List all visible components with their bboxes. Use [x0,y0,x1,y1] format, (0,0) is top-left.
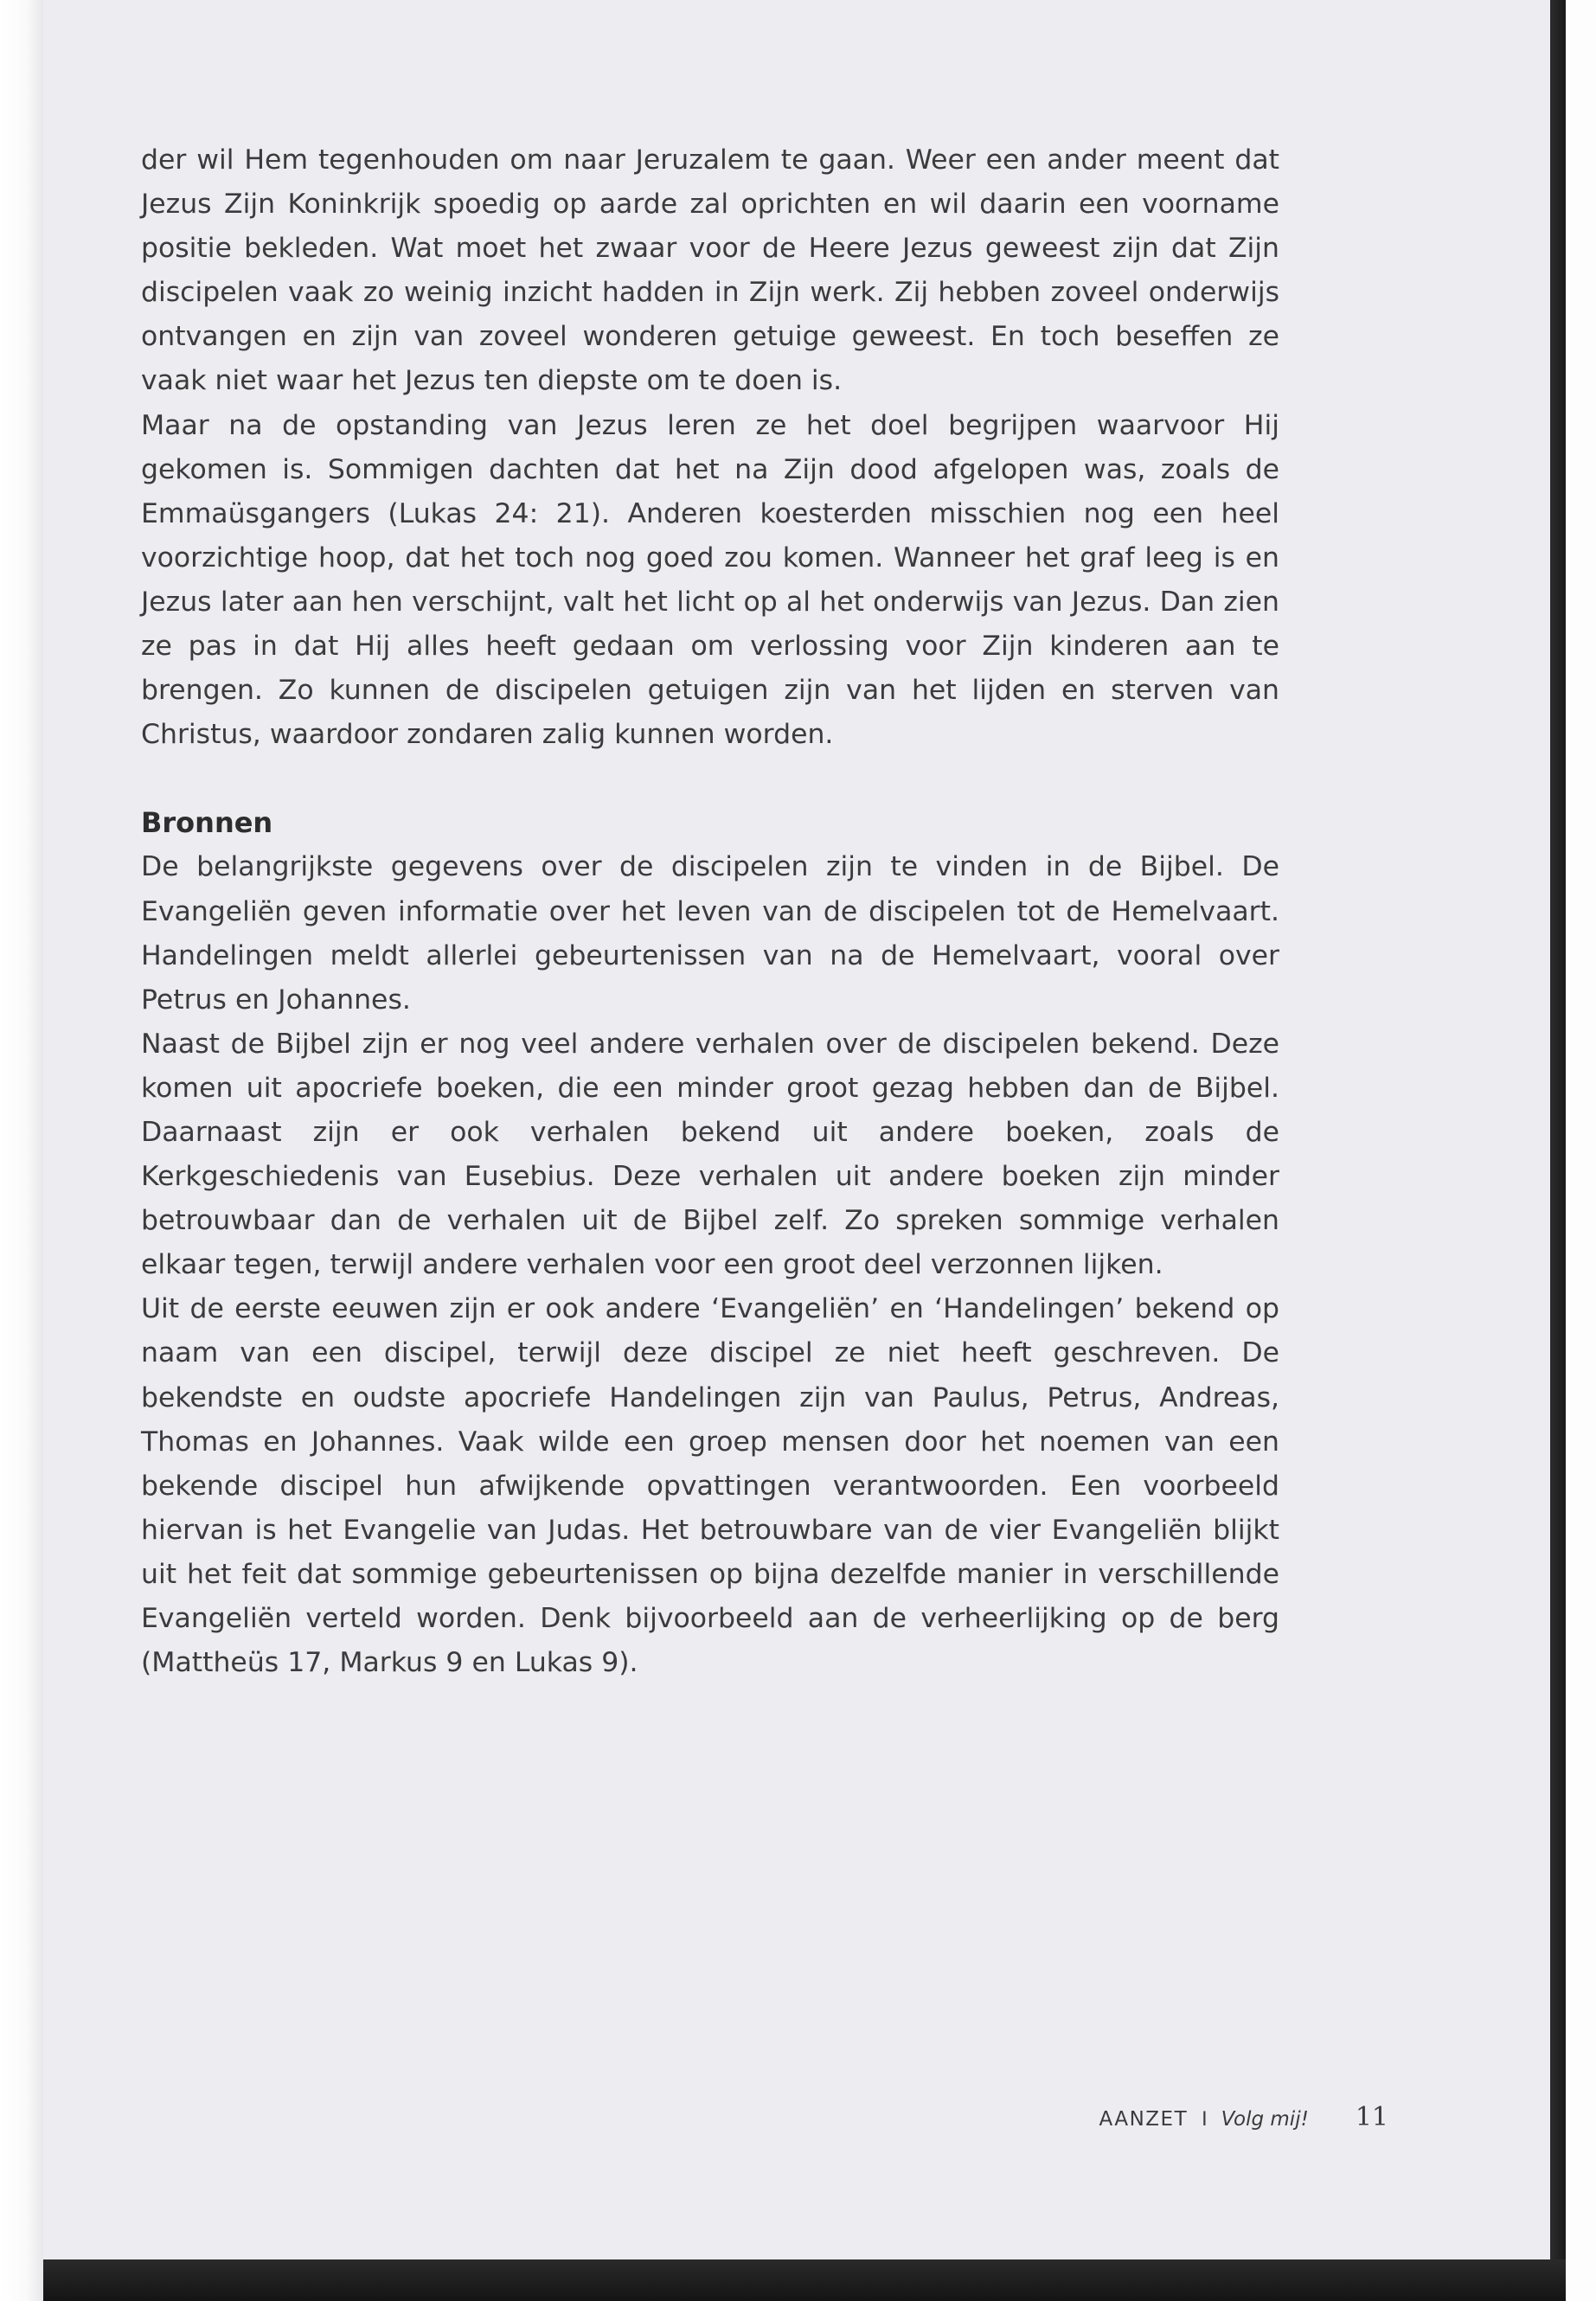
scan-background [1566,0,1596,2301]
page-footer [1099,2102,1388,2140]
page-number: 11 [1355,2102,1388,2132]
paragraph: Maar na de opstanding van Jezus leren ze het doel begrijpen waarvoor Hij gekomen is. Sommigen dachten dat het na Zijn dood afgelopen was, zoals de Emmaüsgangers (Lukas 24: 21). Anderen koesterden misschien nog een heel voorzichtige hoop, dat het toch nog goed zou komen. Wanneer het graf leeg is en Jezus later aan hen verschijnt, valt het licht op al het onderwijs van Jezus. Dan zien ze pas in dat Hij alles heeft gedaan om verlossing voor Zijn kinderen aan te brengen. Zo kunnen de discipelen getuigen zijn van het lijden en sterven van Christus, waardoor zondaren zalig kunnen worden. [141,409,1279,751]
page-body [141,138,1279,1685]
section-heading: Bronnen [141,806,273,840]
paragraph: Naast de Bijbel zijn er nog veel andere verhalen over de discipelen bekend. Deze komen uit apocriefe boeken, die een minder groot gezag hebben dan de Bijbel. Daarnaast zijn er ook verhalen bekend uit andere boeken, zoals de Kerkgeschiedenis van Eusebius. Deze verhalen uit andere boeken zijn minder betrouwbaar dan de verhalen uit de Bijbel zelf. Zo spreken sommige verhalen elkaar tegen, terwijl andere verhalen voor een groot deel verzonnen lijken. [141,1028,1279,1281]
paragraph: De belangrijkste gegevens over de discipelen zijn te vinden in de Bijbel. De Evangeliën geven informatie over het leven van de discipelen tot de Hemelvaart. Handelingen meldt allerlei gebeurtenissen van na de Hemelvaart, vooral over Petrus en Johannes. [141,851,1279,1016]
page-bottom-shadow [43,2259,1566,2301]
paragraph: Uit de eerste eeuwen zijn er ook andere ‘Evangeliën’ en ‘Handelingen’ bekend op naam van een discipel, terwijl deze discipel ze niet heeft geschreven. De bekendste en oudste apocriefe Handelingen zijn van Paulus, Petrus, Andreas, Thomas en Johannes. Vaak wilde een groep mensen door het noemen van een bekende discipel hun afwijkende opvattingen verantwoorden. Een voorbeeld hiervan is het Evangelie van Judas. Het betrouwbare van de vier Evangeliën blijkt uit het feit dat sommige gebeurtenissen op bijna dezelfde manier in verschillende Evangeliën verteld worden. Denk bijvoorbeeld aan de verheerlijking op de berg (Mattheüs 17, Markus 9 en Lukas 9). [141,1293,1279,1679]
footer-series-name: AANZET [1099,2108,1189,2131]
footer-book-title: Volg mij! [1221,2108,1309,2131]
page-right-shadow [1550,0,1566,2301]
footer-separator: I [1202,2109,1208,2131]
paragraph: der wil Hem tegenhouden om naar Jeruzalem te gaan. Weer een ander meent dat Jezus Zijn Koninkrijk spoedig op aarde zal oprichten en wil daarin een voorname positie bekleden. Wat moet het zwaar voor de Heere Jezus geweest zijn dat Zijn discipelen vaak zo weinig inzicht hadden in Zijn werk. Zij hebben zoveel onderwijs ontvangen en zijn van zoveel wonderen getuige geweest. En toch beseffen ze vaak niet waar het Jezus ten diepste om te doen is. [141,144,1279,397]
page-left-margin [0,0,43,2301]
